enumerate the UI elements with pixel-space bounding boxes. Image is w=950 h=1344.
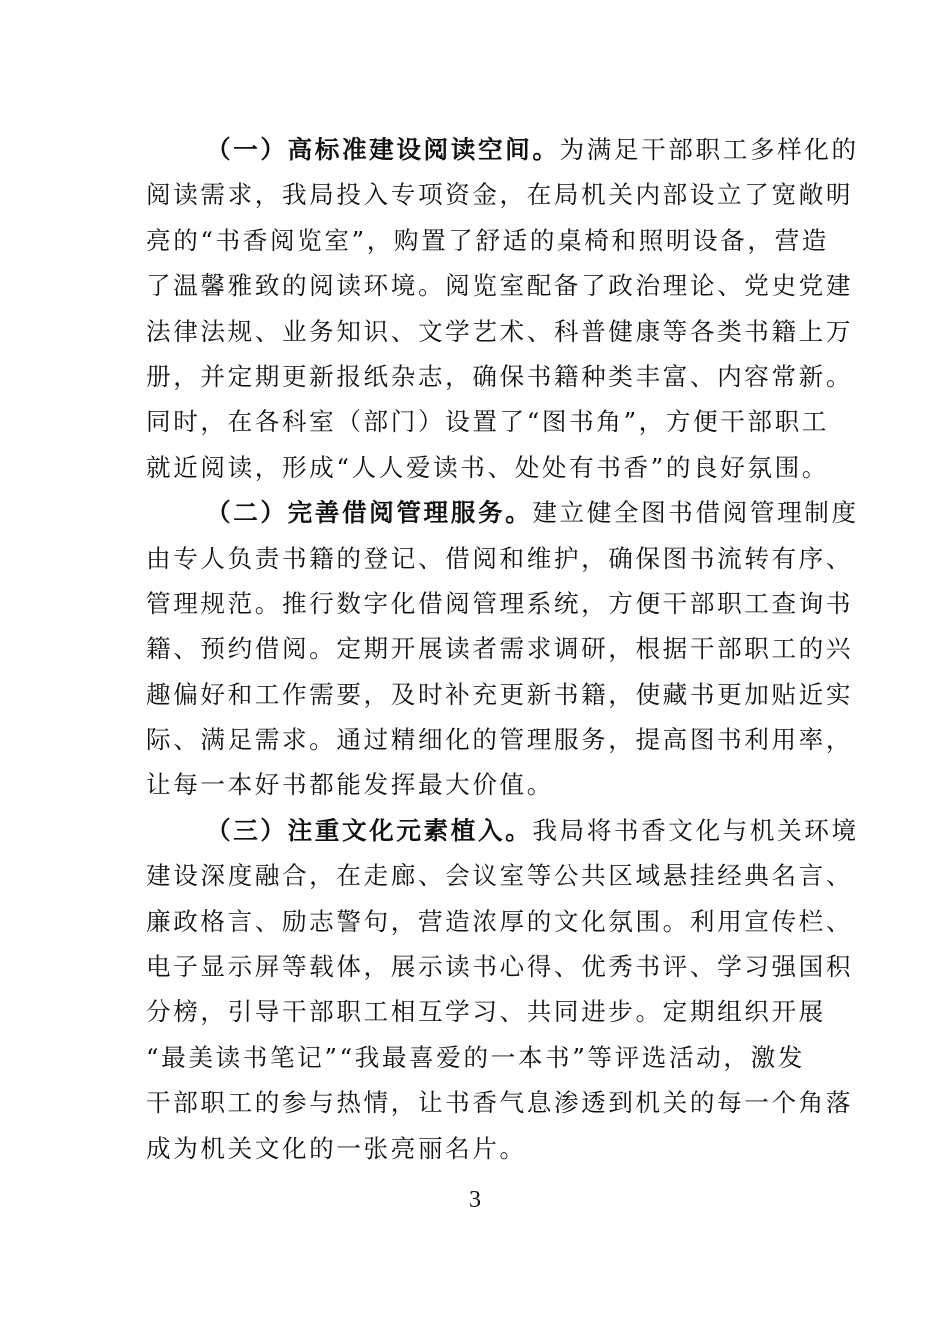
paragraph-3-line-2: 建设深度融合，在走廊、会议室等公共区域悬挂经典名言、 <box>146 861 854 891</box>
paragraph-2-line-1 <box>146 490 859 535</box>
paragraph-3-heading: （三）注重文化元素植入。 <box>206 815 533 845</box>
paragraph-1-line-8: 就近阅读，形成“人人爱读书、处处有书香”的良好氛围。 <box>146 452 829 482</box>
paragraph-1-line-5: 法律法规、业务知识、文学艺术、科普健康等各类书籍上万 <box>146 316 854 346</box>
paragraph-2-line-5: 趣偏好和工作需要，及时补充更新书籍，使藏书更加贴近实 <box>146 679 854 709</box>
paragraph-3-line-1 <box>146 808 859 853</box>
paragraph-1-line-4: 了温馨雅致的阅读环境。阅览室配备了政治理论、党史党建 <box>146 271 854 301</box>
paragraph-2-line-3: 管理规范。推行数字化借阅管理系统，方便干部职工查询书 <box>146 588 854 618</box>
paragraph-2-line-6: 际、满足需求。通过精细化的管理服务，提高图书利用率， <box>146 725 854 755</box>
paragraph-1-heading: （一）高标准建设阅读空间。 <box>206 135 560 164</box>
paragraph-2-text: 建立健全图书借阅管理制度 <box>532 498 859 528</box>
paragraph-3-line-5: 分榜，引导干部职工相互学习、共同进步。定期组织开展 <box>146 997 826 1027</box>
paragraph-3-line-3: 廉政格言、励志警句，营造浓厚的文化氛围。利用宣传栏、 <box>146 906 854 936</box>
paragraph-1-line-6: 册，并定期更新报纸杂志，确保书籍种类丰富、内容常新。 <box>146 361 854 391</box>
paragraph-1-line-1 <box>146 127 859 172</box>
paragraph-1-line-7: 同时，在各科室（部门）设置了“图书角”，方便干部职工 <box>146 407 829 437</box>
paragraph-2-line-7: 让每一本好书都能发挥最大价值。 <box>146 770 554 800</box>
paragraph-1-line-3: 亮的“书香阅览室”，购置了舒适的桌椅和照明设备，营造 <box>146 225 829 255</box>
paragraph-3-line-4: 电子显示屏等载体，展示读书心得、优秀书评、学习强国积 <box>146 952 854 982</box>
paragraph-2-line-2: 由专人负责书籍的登记、借阅和维护，确保图书流转有序、 <box>146 543 854 573</box>
paragraph-1-text: 为满足干部职工多样化的 <box>559 135 859 164</box>
body-text <box>146 127 859 1171</box>
paragraph-3-line-6: “最美读书笔记”“我最喜爱的一本书”等评选活动，激发 <box>146 1042 805 1072</box>
paragraph-1-line-2: 阅读需求，我局投入专项资金，在局机关内部设立了宽敞明 <box>146 180 854 210</box>
paragraph-3-line-8: 成为机关文化的一张亮丽名片。 <box>146 1133 527 1163</box>
paragraph-2-line-4: 籍、预约借阅。定期开展读者需求调研，根据干部职工的兴 <box>146 634 854 664</box>
page-number: 3 <box>469 1187 481 1213</box>
paragraph-2-heading: （二）完善借阅管理服务。 <box>206 498 533 528</box>
paragraph-3-line-7: 干部职工的参与热情，让书香气息渗透到机关的每一个角落 <box>146 1088 854 1118</box>
paragraph-3-text: 我局将书香文化与机关环境 <box>532 815 859 845</box>
